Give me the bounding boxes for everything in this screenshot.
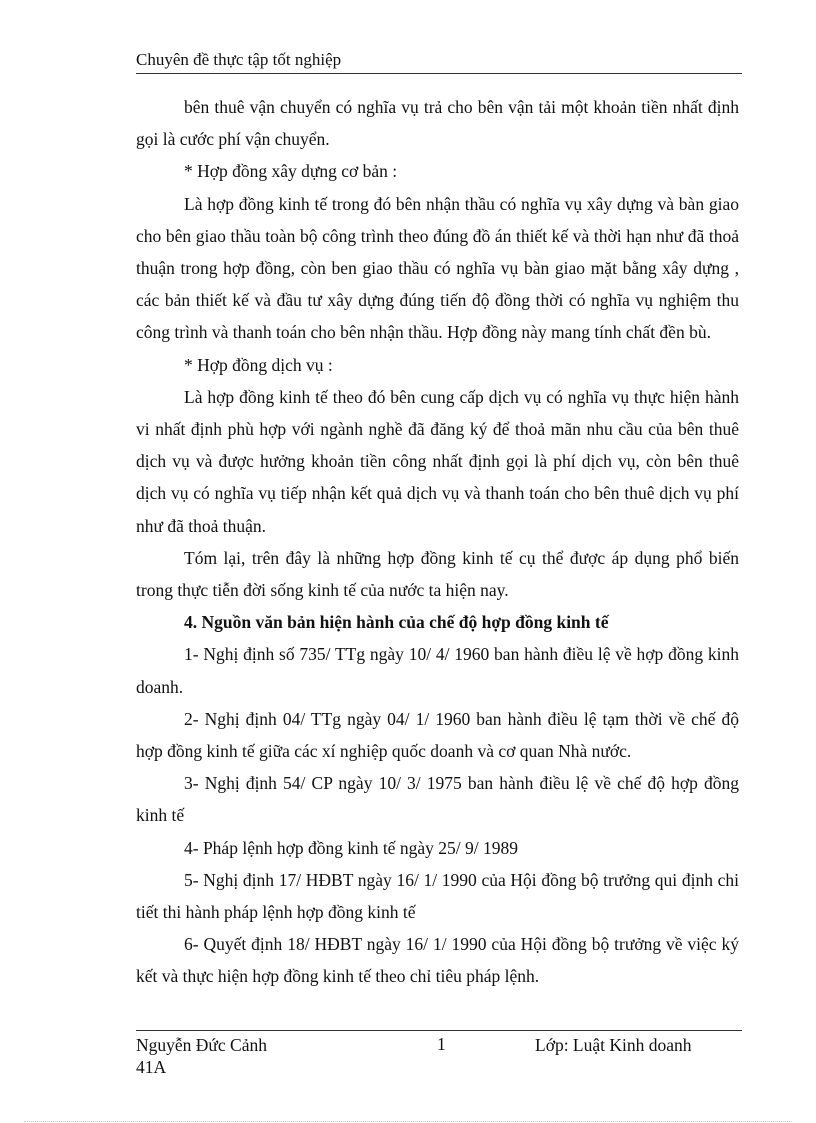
paragraph-construction-contract: Là hợp đồng kinh tế trong đó bên nhận thầu có nghĩa vụ xây dựng và bàn giao cho bên giao thầu toàn bộ công trình theo đúng đồ án thiết kế và thời hạn như đã thoả thuận trong hợp đồng, còn ben giao thầu có nghĩa vụ bàn giao mặt bằng xây dựng , các bản thiết kế và đầu tư xây dựng đúng tiến độ đồng thời có nghĩa vụ nghiệm thu công trình và thanh toán cho bên nhận thầu. Hợp đồng này mang tính chất đền bù. — [136, 193, 739, 343]
section-heading-sources: 4. Nguồn văn bản hiện hành của chế độ hợp đồng kinh tế — [184, 612, 609, 633]
footer-author — [136, 1034, 267, 1078]
list-item-source-4: 4- Pháp lệnh hợp đồng kinh tế ngày 25/ 9/ 1989 — [184, 837, 518, 858]
footer-author-class-code: 41A — [136, 1057, 167, 1077]
list-item-source-6: 6- Quyết định 18/ HĐBT ngày 16/ 1/ 1990 của Hội đồng bộ trưởng về việc ký kết và thực hiện hợp đồng kinh tế theo chỉ tiêu pháp lệnh. — [136, 934, 739, 987]
paragraph-transport-continued: bên thuê vận chuyển có nghĩa vụ trả cho bên vận tải một khoản tiền nhất định gọi là cước phí vận chuyển. — [136, 97, 739, 150]
page-bottom-edge — [24, 1121, 792, 1122]
page-number: 1 — [437, 1034, 446, 1054]
list-item-source-1: 1- Nghị định số 735/ TTg ngày 10/ 4/ 1960 ban hành điều lệ về hợp đồng kinh doanh. — [136, 644, 739, 697]
list-item-source-3: 3- Nghị định 54/ CP ngày 10/ 3/ 1975 ban hành điều lệ về chế độ hợp đồng kinh tế — [136, 773, 739, 826]
heading-construction-contract: * Hợp đồng xây dựng cơ bản : — [184, 161, 398, 182]
page-header-title: Chuyên đề thực tập tốt nghiệp — [136, 50, 742, 74]
list-item-source-5: 5- Nghị định 17/ HĐBT ngày 16/ 1/ 1990 của Hội đồng bộ trưởng qui định chi tiết thi hành pháp lệnh hợp đồng kinh tế — [136, 869, 739, 923]
list-item-source-2: 2- Nghị định 04/ TTg ngày 04/ 1/ 1960 ban hành điều lệ tạm thời về chế độ hợp đồng kinh tế giữa các xí nghiệp quốc doanh và cơ quan Nhà nước. — [136, 708, 739, 762]
paragraph-service-contract: Là hợp đồng kinh tế theo đó bên cung cấp dịch vụ có nghĩa vụ thực hiện hành vi nhất định phù hợp với ngành nghề đã đăng ký để thoả mãn nhu cầu của bên thuê dịch vụ và được hưởng khoản tiền công nhất định gọi là phí dịch vụ, còn bên thuê dịch vụ có nghĩa vụ tiếp nhận kết quả dịch vụ và thanh toán cho bên thuê dịch vụ phí như đã thoả thuận. — [136, 386, 739, 536]
paragraph-summary: Tóm lại, trên đây là những hợp đồng kinh tế cụ thể được áp dụng phổ biến trong thực tiễn đời sống kinh tế của nước ta hiện nay. — [136, 547, 739, 601]
footer-author-name: Nguyễn Đức Cảnh — [136, 1035, 267, 1055]
footer-class-label: Lớp: Luật Kinh doanh — [535, 1035, 692, 1055]
heading-service-contract: * Hợp đồng dịch vụ : — [184, 354, 333, 375]
footer-divider — [136, 1030, 742, 1031]
document-body — [136, 91, 739, 993]
